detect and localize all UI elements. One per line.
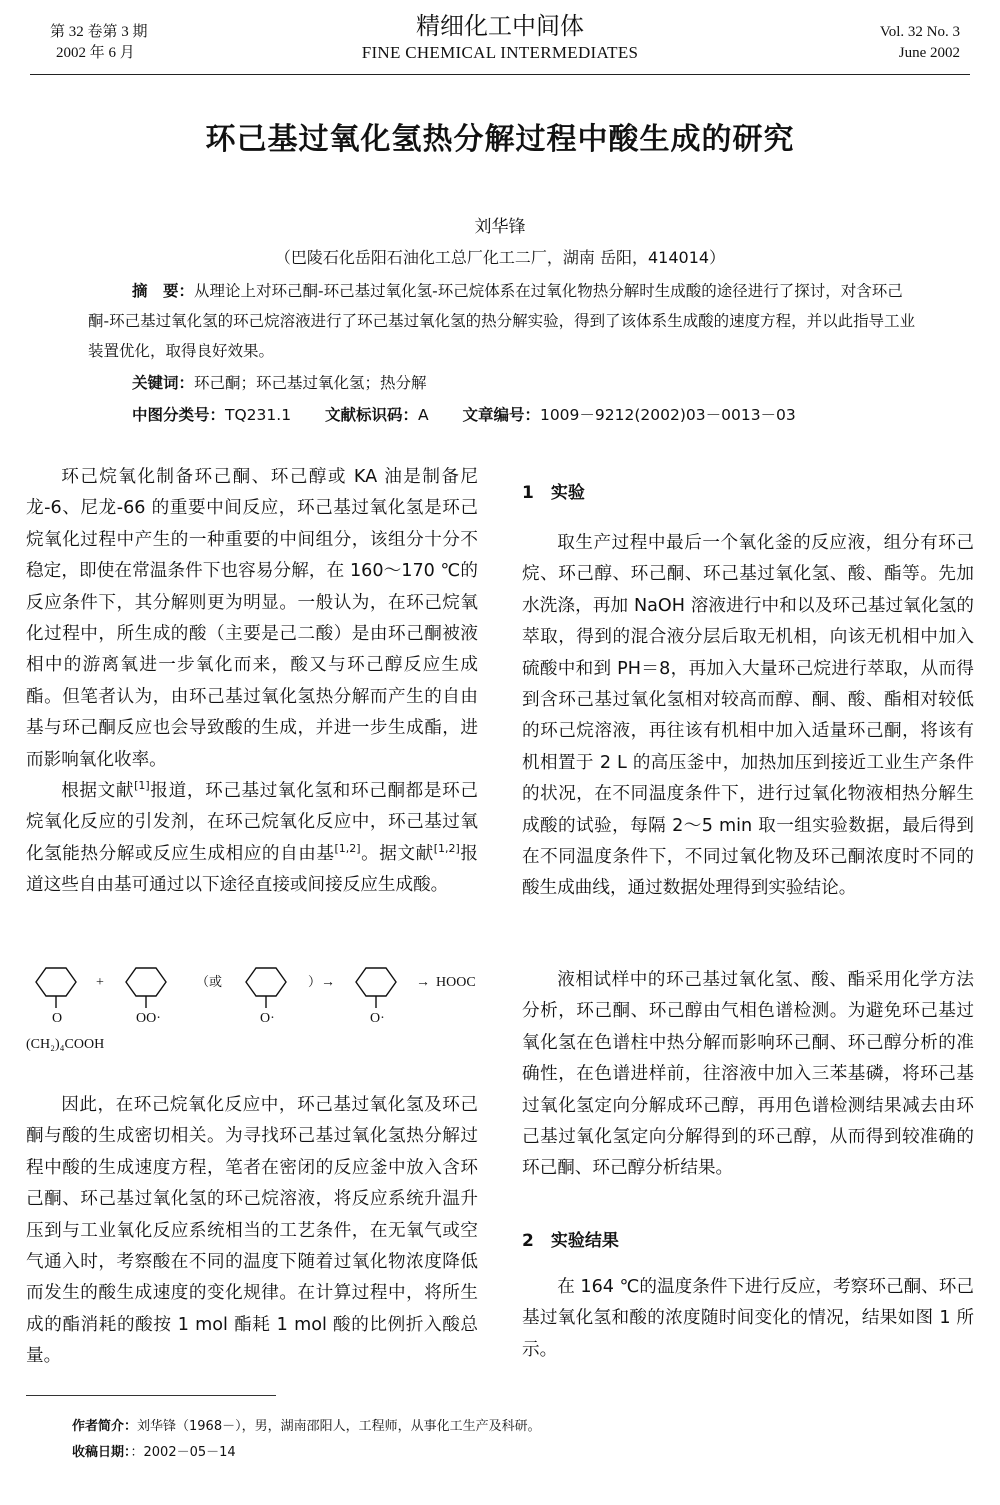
product-chain: (CH₂)₄COOH bbox=[26, 1037, 105, 1052]
label-oo-radical: OO· bbox=[136, 1011, 161, 1026]
citation-1-2[interactable]: [1,2] bbox=[334, 842, 361, 856]
intro-p2-text-c: 。据文献 bbox=[360, 843, 434, 864]
journal-name-cn: 精细化工中间体 bbox=[416, 12, 584, 40]
author-affiliation: （巴陵石化岳阳石油化工总厂化工二厂，湖南 岳阳，414014） bbox=[274, 248, 726, 267]
classification-line bbox=[132, 400, 796, 430]
plus-sign: + bbox=[96, 975, 104, 990]
keywords: 环己酮；环己基过氧化氢；热分解 bbox=[194, 374, 427, 392]
received-date bbox=[72, 1442, 236, 1464]
volume-cn: 第 32 卷第 3 期 bbox=[50, 24, 148, 40]
left-column-top bbox=[26, 462, 478, 902]
doccode: A bbox=[417, 406, 429, 424]
intro-p2-text-a: 根据文献 bbox=[61, 781, 135, 802]
journal-name bbox=[0, 10, 1000, 64]
article-number: 1009－9212(2002)03－0013－03 bbox=[539, 406, 796, 424]
articleno-label: 文章编号： bbox=[462, 406, 540, 424]
experiment-paragraph-1: 取生产过程中最后一个氧化釜的反应液，组分有环己烷、环己醇、环己酮、环己基过氧化氢、酸、酯等。先加水洗涤，再加 NaOH 溶液进行中和以及环己基过氧化氢的萃取，得到的混合液分层后取无机相，向该无机相中加入硫酸中和到 PH＝8，再加入大量环己烷进行萃取，从而得到含环己基过氧化氢相对较高而醇、酮、酸、酯相对较低的环己烷溶液，再往该有机相中加入适量环己酮，将该有机相置于 2 L 的高压釜中，加热加压到接近工业生产条件的状况，在不同温度条件下，进行过氧化物液相热分解生成酸的试验，每隔 2～5 min 取一组实验数据，最后得到在不同温度条件下，不同过氧化物及环己酮浓度时不同的酸生成曲线，通过数据处理得到实验结论。 bbox=[522, 533, 974, 899]
keywords-label: 关键词： bbox=[132, 374, 195, 392]
intro-paragraph-2 bbox=[26, 776, 478, 902]
section-1-title: 1 实验 bbox=[522, 483, 585, 503]
intro-paragraph-3: 因此，在环己烷氧化反应中，环己基过氧化氢及环己酮与酸的生成密切相关。为寻找环己基过氧化氢热分解过程中酸的生成速度方程，笔者在密闭的反应釜中放入含环己酮、环己基过氧化氢的环己烷溶液，将反应系统升温升压到与工业氧化反应系统相当的工艺条件，在无氧气或空气通入时，考察酸在不同的温度下随着过氧化物浓度降低而发生的酸生成速度的变化规律。在计算过程中，将所生成的酯消耗的酸按 1 mol 酯耗 1 mol 酸的比例折入酸总量。 bbox=[26, 1095, 478, 1367]
abstract-label: 摘 要： bbox=[132, 282, 195, 300]
author-bio bbox=[72, 1416, 541, 1438]
received-label: 收稿日期： bbox=[72, 1445, 131, 1460]
keywords-line bbox=[132, 368, 427, 398]
arrow-1: → bbox=[321, 975, 335, 990]
cyclohexanone-ring bbox=[36, 968, 76, 996]
citation-1[interactable]: [1] bbox=[134, 779, 150, 793]
footnote-rule bbox=[26, 1395, 276, 1396]
date-en: June 2002 bbox=[898, 45, 960, 61]
right-column-section-1 bbox=[522, 528, 974, 905]
experiment-paragraph-2: 液相试样中的环己基过氧化氢、酸、酯采用化学方法分析，环己酮、环己醇由气相色谱检测。为避免环己基过氧化氢在色谱柱中热分解而影响环己酮、环己醇分析的准确性，在色谱进样前，往溶液中加入三苯基磷，将环己基过氧化氢定向分解成环己醇，再用色谱检测结果减去由环己基过氧化氢定向分解得到的环己醇，从而得到较准确的环己酮、环己醇分析结果。 bbox=[522, 970, 974, 1179]
abstract bbox=[88, 276, 918, 366]
bio-text: 刘华锋（1968－），男，湖南邵阳人，工程师，从事化工生产及科研。 bbox=[137, 1419, 541, 1434]
date-cn: 2002 年 6 月 bbox=[56, 45, 135, 61]
right-column-section-1b bbox=[522, 965, 974, 1185]
left-column-bottom bbox=[26, 1090, 478, 1373]
intro-p2-text-d: 报道这些自由基可通过以下途径直接或间接反应生成酸。 bbox=[26, 843, 478, 896]
journal-name-en: FINE CHEMICAL INTERMEDIATES bbox=[361, 43, 639, 62]
clc-code: TQ231.1 bbox=[225, 406, 292, 424]
paper-title: 环己基过氧化氢热分解过程中酸生成的研究 bbox=[205, 122, 795, 157]
citation-1-2-b[interactable]: [1,2] bbox=[433, 842, 460, 856]
product-hooc: HOOC bbox=[436, 975, 476, 990]
doccode-label: 文献标识码： bbox=[324, 406, 418, 424]
intro-paragraph-1: 环己烷氧化制备环己酮、环己醇或 KA 油是制备尼龙-6、尼龙-66 的重要中间反应，环己基过氧化氢是环己烷氧化过程中产生的一种重要的中间组分，该组分十分不稳定，即使在常温条件下也容易分解，在 160～170 ℃的反应条件下，其分解则更为明显。一般认为，在环己烷氧化过程中，所生成的酸（主要是己二酸）是由环己酮被液相中的游离氧进一步氧化而来，酸又与环己醇反应生成酯。但笔者认为，由环己基过氧化氢热分解而产生的自由基与环己酮反应也会导致酸的生成，并进一步生成酯，进而影响氧化收率。 bbox=[26, 467, 478, 770]
or-close: ） bbox=[308, 975, 322, 990]
label-o-radical-2: O· bbox=[370, 1011, 385, 1026]
reaction-scheme bbox=[26, 960, 486, 1060]
ketone-radical-ring bbox=[356, 968, 396, 996]
clc-label: 中图分类号： bbox=[132, 406, 226, 424]
volume-en: Vol. 32 No. 3 bbox=[879, 24, 960, 40]
label-o-1: O bbox=[52, 1011, 63, 1026]
issue-info-en bbox=[880, 22, 960, 64]
author-name: 刘华锋 bbox=[474, 217, 526, 237]
received-text: ：2002－05－14 bbox=[130, 1445, 236, 1460]
peroxy-radical-ring bbox=[126, 968, 166, 996]
arrow-2: → bbox=[416, 975, 430, 990]
alkoxy-radical-ring bbox=[246, 968, 286, 996]
results-paragraph-1: 在 164 ℃的温度条件下进行反应，考察环己酮、环己基过氧化氢和酸的浓度随时间变化的情况，结果如图 1 所示。 bbox=[522, 1277, 974, 1360]
right-column-section-2 bbox=[522, 1272, 974, 1366]
label-o-radical-1: O· bbox=[260, 1011, 275, 1026]
abstract-text: 从理论上对环己酮-环己基过氧化氢-环己烷体系在过氧化物热分解时生成酸的途径进行了探讨，对含环己酮-环己基过氧化氢的环己烷溶液进行了环己基过氧化氢的热分解实验，得到了该体系生成酸的速度方程，并以此指导工业装置优化，取得良好效果。 bbox=[88, 282, 916, 360]
section-2-title: 2 实验结果 bbox=[522, 1231, 619, 1251]
or-open: （或 bbox=[196, 975, 223, 990]
bio-label: 作者简介： bbox=[72, 1419, 138, 1434]
header-rule bbox=[30, 74, 970, 75]
intro-p2-text-b: 报道，环己基过氧化氢和环己酮都是环己烷氧化反应的引发剂，在环己烷氧化反应中，环己基过氧化氢能热分解或反应生成相应的自由基 bbox=[26, 781, 478, 864]
